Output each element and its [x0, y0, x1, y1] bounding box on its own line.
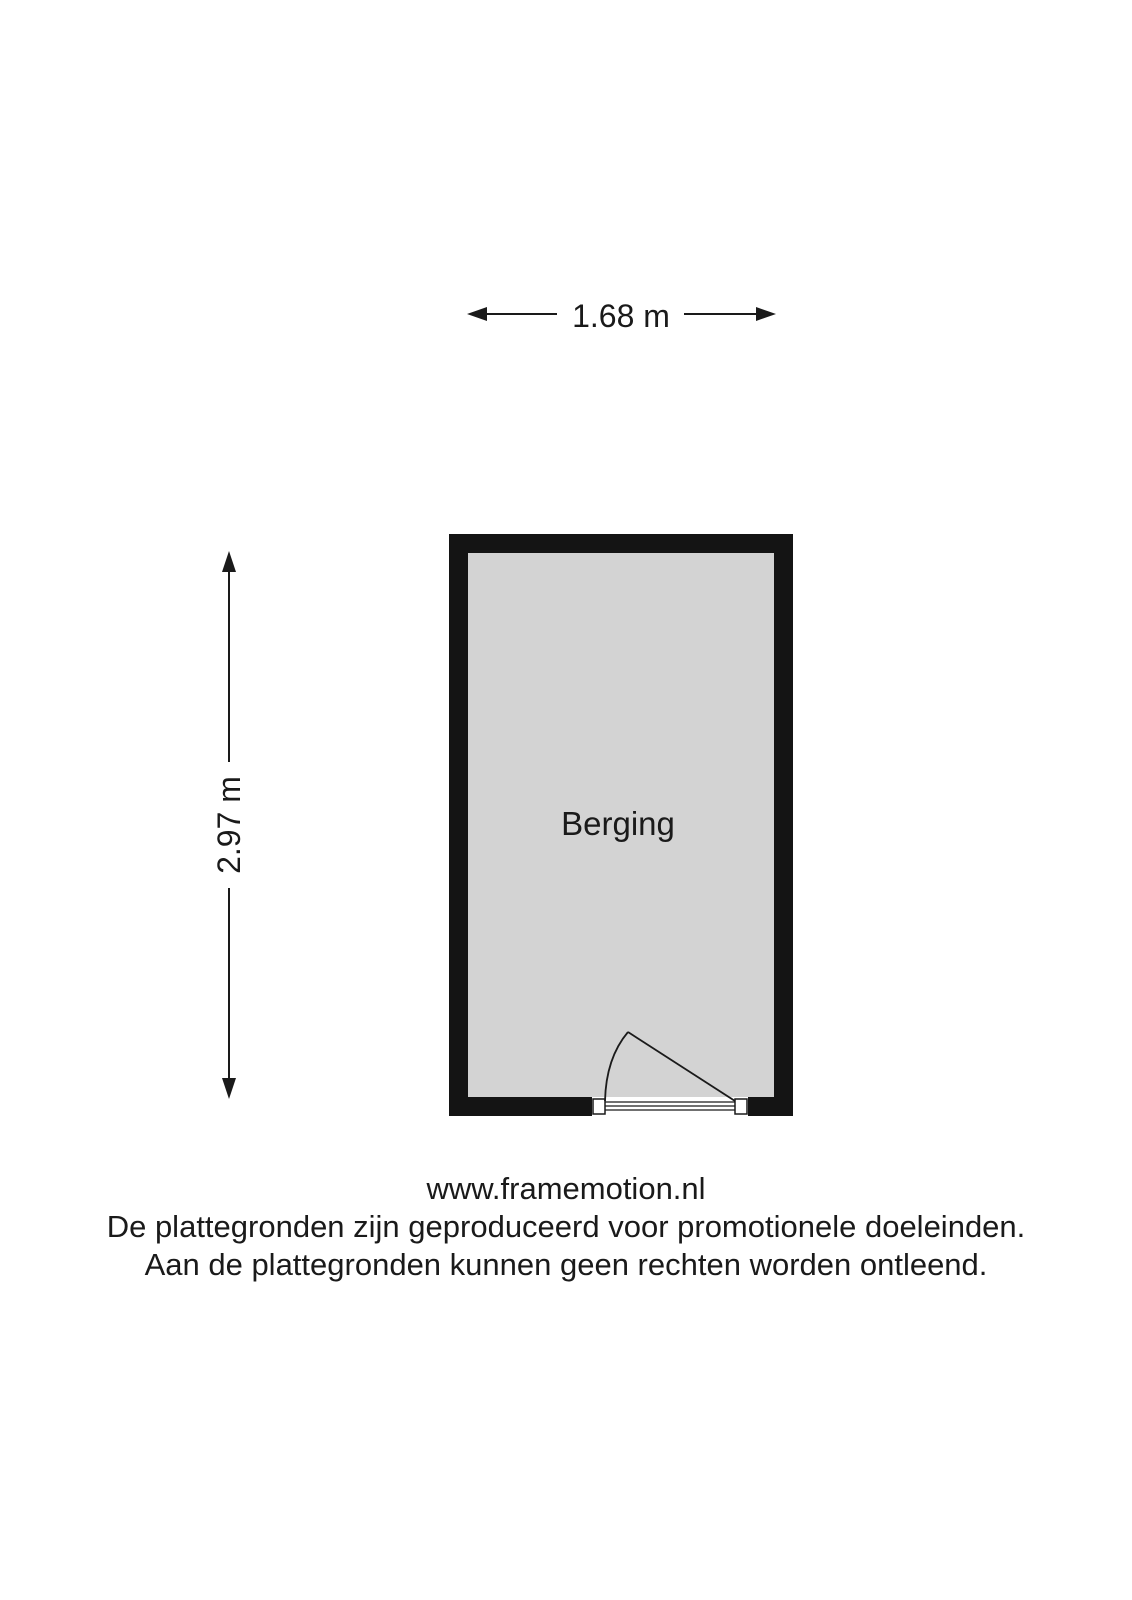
height-arrow-down-icon — [222, 1078, 236, 1099]
website-url: www.framemotion.nl — [426, 1171, 706, 1206]
height-dimension — [211, 551, 247, 1099]
height-dimension-label: 2.97 m — [211, 776, 247, 874]
height-arrow-up-icon — [222, 551, 236, 572]
width-arrow-right-icon — [756, 307, 776, 321]
room-label: Berging — [561, 805, 675, 842]
width-dimension-label: 1.68 m — [572, 298, 670, 334]
door-frame-right — [735, 1099, 747, 1114]
disclaimer-line-2: Aan de plattegronden kunnen geen rechten worden ontleend. — [144, 1247, 988, 1282]
width-arrow-left-icon — [467, 307, 487, 321]
disclaimer-line-1: De plattegronden zijn geproduceerd voor promotionele doeleinden. — [106, 1209, 1026, 1244]
door-frame-left — [593, 1099, 605, 1114]
footer — [0, 1170, 1132, 1284]
width-dimension — [467, 298, 776, 334]
